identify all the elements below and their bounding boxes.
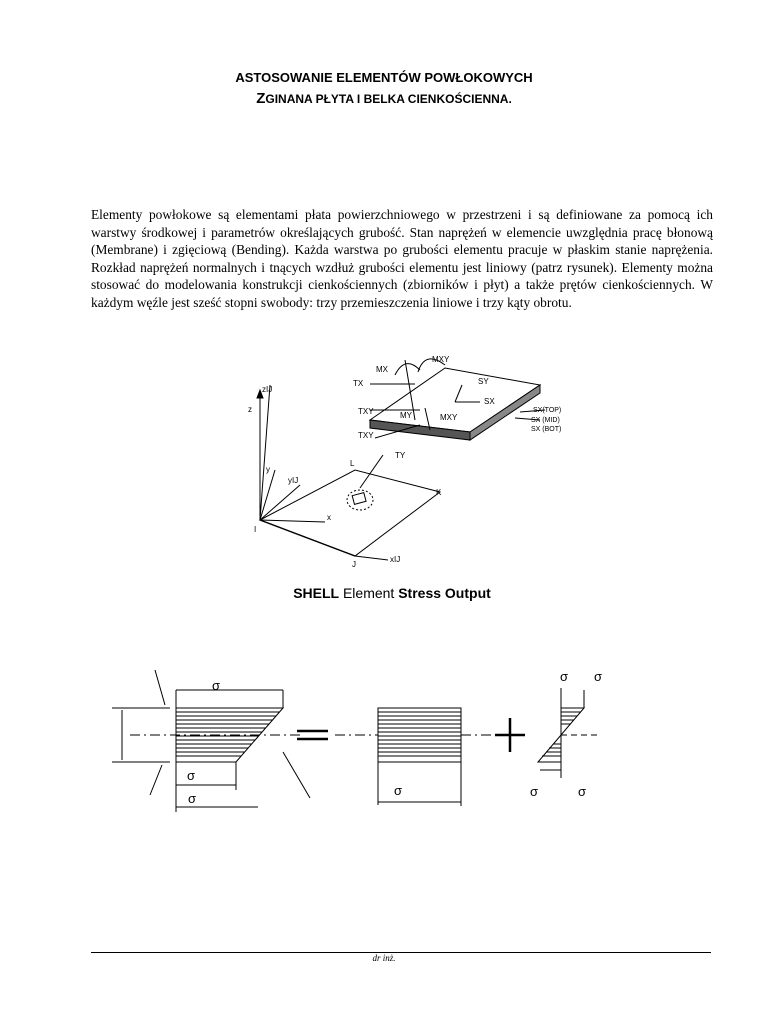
label-sx-mid: SX (MID) (531, 417, 560, 424)
sigma-left-bottom: σ (188, 791, 197, 806)
label-zij: zIJ (262, 385, 273, 394)
sigma-bending-top2: σ (594, 669, 603, 684)
label-tx: TX (353, 379, 364, 388)
left-hatching (176, 712, 280, 756)
label-yij: yIJ (288, 476, 299, 485)
label-node-j: J (352, 560, 356, 569)
pointer-right (283, 752, 310, 798)
label-node-i: I (254, 525, 257, 534)
pointer-bottom (150, 765, 162, 795)
label-node-l: L (350, 459, 355, 468)
caption-element: Element (339, 585, 399, 601)
label-x: x (327, 513, 331, 522)
caption-stress-output: Stress Output (398, 585, 491, 601)
label-sx: SX (484, 397, 495, 406)
label-ty: TY (395, 451, 406, 460)
label-z: z (248, 405, 252, 414)
body-paragraph: Elementy powłokowe są elementami płata powierzchniowego w przestrzeni i są definiowane za pomocą ich warstwy środkowej i parametrów określających grubość. Stan naprężeń w elemencie uwzględnia pracę błonową (Membrane) i zgięciową (Bending). Każda warstwa po grubości elementu pracuje w płaskim stanie naprężenia. Rozkład naprężeń normalnych i tnących wzdłuż grubości elementu jest liniowy (patrz rysunek). Elementy można stosować do modelowania konstrukcji cienkościennych (zbiorników i płyt) a także prętów cienkościennych. W każdym węźle jest sześć stopni swobody: trzy przemieszczenia liniowe i trzy kąty obrotu. (91, 207, 713, 310)
label-xij: xIJ (390, 555, 401, 564)
label-node-k: K (436, 488, 442, 497)
label-my: MY (400, 411, 412, 420)
subtitle-rest: GINANA PŁYTA I BELKA CIENKOŚCIENNA. (265, 92, 512, 106)
membrane-hatching (378, 712, 461, 756)
label-sy: SY (478, 377, 489, 386)
pointer-top (155, 670, 165, 705)
sigma-bending-top1: σ (560, 669, 569, 684)
sigma-left-top: σ (212, 678, 221, 693)
label-txy1: TXY (358, 407, 374, 416)
subtitle-initial: Z (256, 90, 266, 107)
label-sx-top: SX(TOP) (533, 407, 562, 414)
document-title: ASTOSOWANIE ELEMENTÓW POWŁOKOWYCH (235, 70, 533, 85)
label-sx-bot: SX (BOT) (531, 426, 562, 433)
label-mxy2: MXY (440, 413, 458, 422)
sigma-left-mid: σ (187, 768, 196, 783)
caption-shell: SHELL (293, 585, 340, 601)
label-txy2: TXY (358, 431, 374, 440)
label-mxy-top: MXY (432, 355, 450, 364)
label-y: y (266, 465, 270, 474)
label-mx: MX (376, 365, 388, 374)
footer-author: dr inż. (372, 953, 396, 963)
sigma-bending-bottom2: σ (578, 784, 587, 799)
sigma-membrane: σ (394, 783, 403, 798)
sigma-bending-bottom1: σ (530, 784, 539, 799)
